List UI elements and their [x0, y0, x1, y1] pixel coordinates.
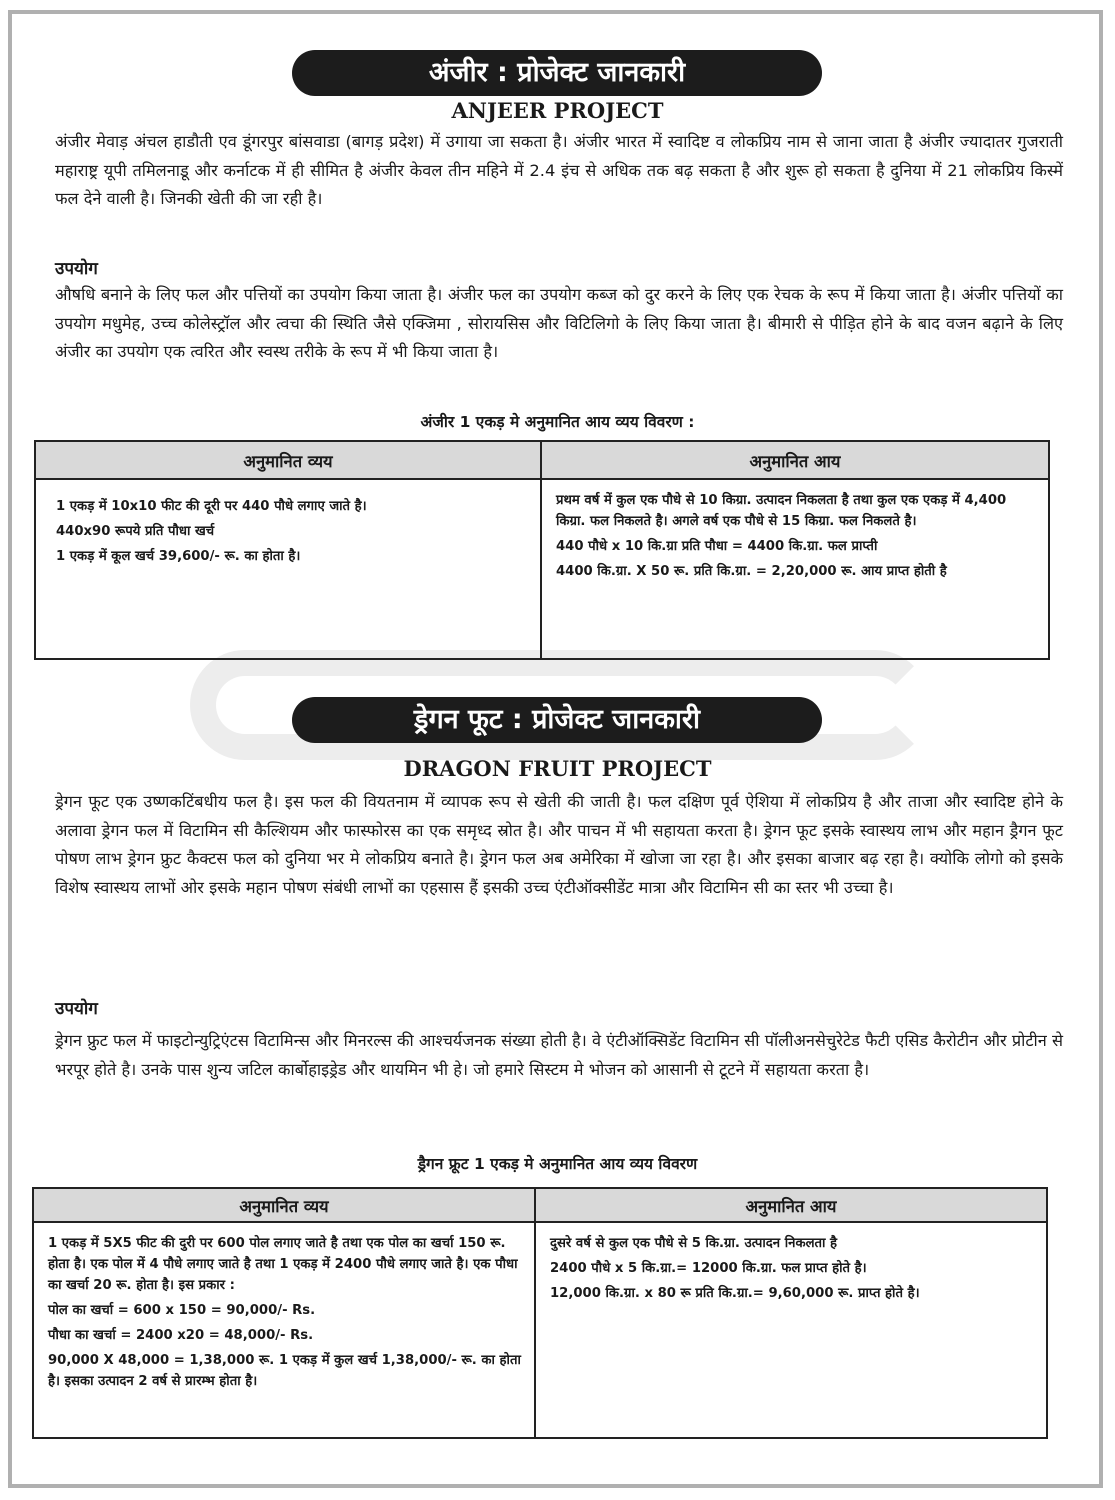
dragon-col-expense: अनुमानित व्यय	[33, 1188, 535, 1222]
dragon-col-income: अनुमानित आय	[535, 1188, 1047, 1222]
anjeer-expense-line: 1 एकड़ में 10x10 फीट की दूरी पर 440 पौधे लगाए जाते है।	[56, 499, 367, 514]
dragon-budget-table	[32, 1187, 1048, 1439]
anjeer-budget-table	[34, 440, 1050, 660]
anjeer-col-expense: अनुमानित व्यय	[35, 441, 541, 479]
dragon-use-text: ड्रेगन फ्रुट फल में फाइटोन्युट्रिएंटस विटामिन्स और मिनरल्स की आश्चर्यजनक संख्या होती है। वे एंटीऑक्सिडेंट विटामिन सी पॉलीअनसेचुरेटेड फैटी एसिड कैरोटीन और प्रोटीन से भरपूर होते है। उनके पास शुन्य जटिल कार्बोहाइड्रेड और थायमिन भी हे। जो हमारे सिस्टम मे भोजन को आसानी से टूटने में सहायता करता है।	[55, 1031, 1063, 1079]
dragon-income-cell	[535, 1222, 1047, 1438]
anjeer-use-text: औषधि बनाने के लिए फल और पत्तियों का उपयोग किया जाता है। अंजीर फल का उपयोग कब्ज को दुर करने के लिए एक रेचक के रूप में किया जाता है। अंजीर पत्तियों का उपयोग मधुमेह, उच्च कोलेस्ट्रॉल और त्वचा की स्थिति जैसे एक्जिमा , सोरायसिस और विटिलिगो के लिए किया जाता है। बीमारी से पीड़ित होने के बाद वजन बढ़ाने के लिए अंजीर का उपयोग एक त्वरित और स्वस्थ तरीके के रूप में भी किया जाता है।	[55, 285, 1063, 361]
anjeer-col-income: अनुमानित आय	[541, 441, 1049, 479]
anjeer-income-line: 4400 कि.ग्रा. X 50 रू. प्रति कि.ग्रा. = 2,20,000 रू. आय प्राप्त होती है	[556, 564, 947, 579]
dragon-expense-line: पौधा का खर्चा = 2400 x20 = 48,000/- Rs.	[48, 1328, 314, 1343]
anjeer-expense-line: 1 एकड़ में कूल खर्च 39,600/- रू. का होता है।	[56, 549, 301, 564]
anjeer-english-title: ANJEER PROJECT	[451, 98, 664, 123]
dragon-income-line: 12,000 कि.ग्रा. x 80 रू प्रति कि.ग्रा.= 9,60,000 रू. प्राप्त होते है।	[550, 1286, 920, 1301]
dragon-header-text: ड्रेगन फूट : प्रोजेक्ट जानकारी	[414, 704, 700, 735]
anjeer-income-line: प्रथम वर्ष में कुल एक पौधे से 10 किग्रा. उत्पादन निकलता है तथा कुल एक एकड़ में 4,400 किग्रा. फल निकलते है। अगले वर्ष एक पौधे से 15 किग्रा. फल निकलते है।	[556, 493, 1007, 529]
dragon-intro-text: ड्रेगन फूट एक उष्णकटिंबधीय फल है। इस फल की वियतनाम में व्यापक रूप से खेती की जाती है। फल दक्षिण पूर्व ऐशिया में लोकप्रिय है और ताजा और स्वादिष्ट होने के अलावा ड्रेगन फल में विटामिन सी कैल्शियम और फास्फोरस का एक समृध्द स्रोत है। और पाचन में भी सहायता करता है। ड्रेगन फूट इसके स्वास्थय लाभ और महान ड्रैगन फूट पोषण लाभ ड्रेगन फ्रुट कैक्टस फल को दुनिया भर मे लोकप्रिय बनाते है। ड्रेगन फल अब अमेरिका में खोजा जा रहा है। और इसका बाजार बढ़ रहा है। क्योकि लोगो को इसके विशेष स्वास्थय लाभों ओर इसके महान पोषण संबंधी लाभों का एहसास हैं इसकी उच्च एंटीऑक्सीडेंट मात्रा और विटामिन सी का स्तर भी उच्चा है।	[55, 792, 1063, 897]
anjeer-table-caption: अंजीर 1 एकड़ मे अनुमानित आय व्यय विवरण :	[420, 413, 695, 431]
anjeer-expense-cell	[35, 479, 541, 659]
anjeer-header-text: अंजीर : प्रोजेक्ट जानकारी	[428, 57, 686, 88]
anjeer-use-heading: उपयोग	[55, 259, 98, 279]
dragon-expense-line: 1 एकड़ में 5X5 फीट की दुरी पर 600 पोल लगाए जाते है तथा एक पोल का खर्चा 150 रू. होता है। एक पोल में 4 पौधे लगाए जाते है तथा 1 एकड़ में 2400 पौधे लगाए जाते है। एक पौधा का खर्चा 20 रू. होता है। इस प्रकार :	[48, 1236, 518, 1293]
dragon-expense-line: 90,000 X 48,000 = 1,38,000 रू. 1 एकड़ में कुल खर्च 1,38,000/- रू. का होता है। इसका उत्पादन 2 वर्ष से प्रारम्भ होता है।	[48, 1353, 521, 1389]
dragon-english-title: DRAGON FRUIT PROJECT	[403, 756, 712, 781]
anjeer-header-banner	[292, 50, 822, 96]
anjeer-intro-text: अंजीर मेवाड़ अंचल हाडौती एव डूंगरपुर बांसवाडा (बागड़ प्रदेश) में उगाया जा सकता है। अंजीर भारत में स्वादिष्ट व लोकप्रिय नाम से जाना जाता है अंजीर ज्यादातर गुजराती महाराष्ट्र यूपी तमिलनाडू और कर्नाटक में ही सीमित है अंजीर केवल तीन महिने में 2.4 इंच से अधिक तक बढ़ सकता है और शुरू हो सकता है दुनिया में 21 लोकप्रिय किस्में फल देने वाली है। जिनकी खेती की जा रही है।	[55, 132, 1063, 208]
dragon-income-line: दुसरे वर्ष से कुल एक पौधे से 5 कि.ग्रा. उत्पादन निकलता है	[550, 1236, 838, 1251]
dragon-expense-cell	[33, 1222, 535, 1438]
anjeer-income-cell	[541, 479, 1049, 659]
dragon-header-banner	[292, 697, 822, 743]
dragon-income-line: 2400 पौधे x 5 कि.ग्रा.= 12000 कि.ग्रा. फल प्राप्त होते है।	[550, 1261, 867, 1276]
dragon-table-caption: ड्रैगन फ्रूट 1 एकड़ मे अनुमानित आय व्यय विवरण	[417, 1155, 698, 1173]
dragon-expense-line: पोल का खर्चा = 600 x 150 = 90,000/- Rs.	[48, 1303, 316, 1318]
anjeer-expense-line: 440x90 रूपये प्रति पौधा खर्च	[56, 524, 215, 539]
anjeer-income-line: 440 पौधे x 10 कि.ग्रा प्रति पौधा = 4400 कि.ग्रा. फल प्राप्ती	[556, 539, 878, 554]
dragon-use-heading: उपयोग	[55, 999, 98, 1019]
